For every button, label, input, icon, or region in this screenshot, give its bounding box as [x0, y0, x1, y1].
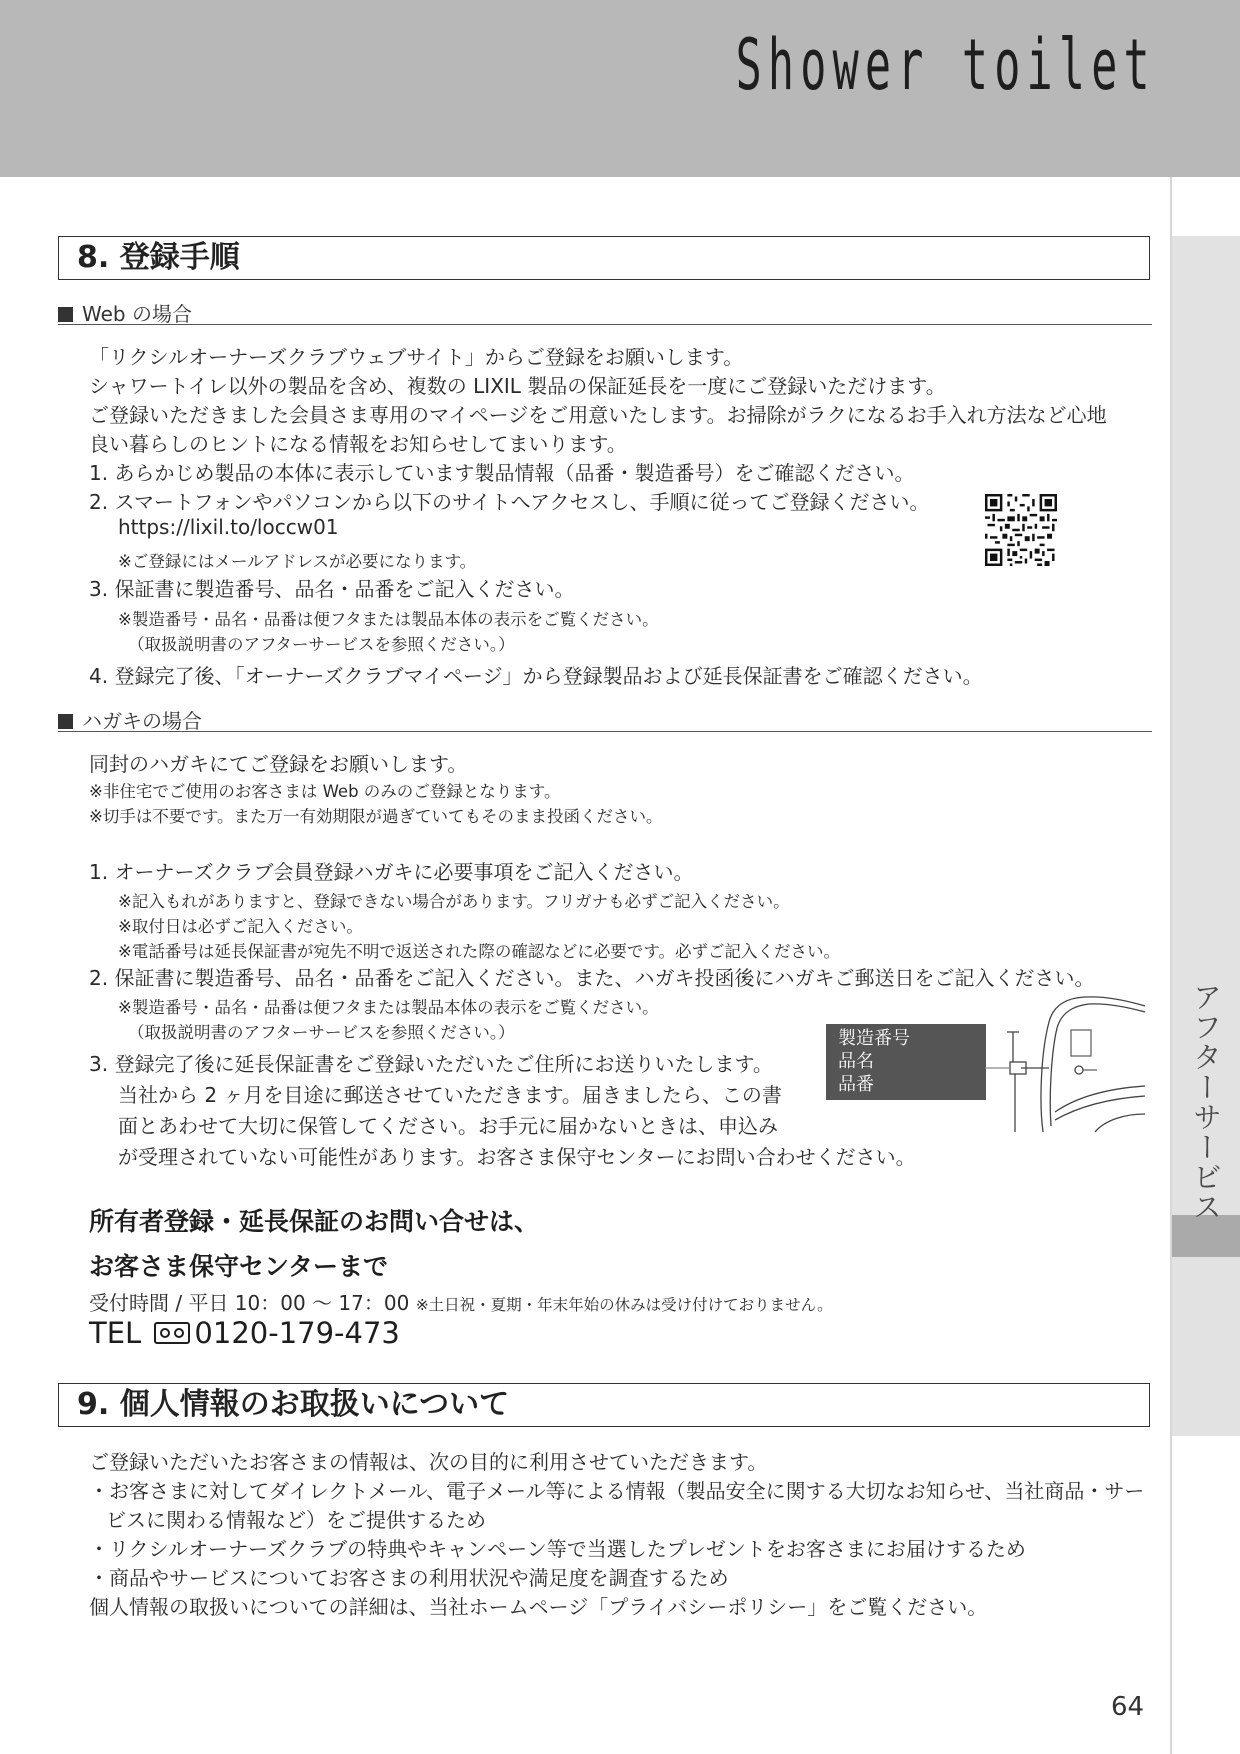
- contact-tel: [89, 1316, 400, 1350]
- contact-hours-note: ※土日祝・夏期・年末年始の休みは受け付けておりません。: [415, 1296, 833, 1314]
- web-note-3a: ※製造番号・品名・品番は便フタまたは製品本体の表示をご覧ください。: [118, 610, 659, 629]
- postcard-step-3-line-3: 面とあわせて大切に保管してください。お手元に届かないときは、申込み: [118, 1114, 778, 1138]
- section-9-title: 9. 個人情報のお取扱いについて: [58, 1383, 1150, 1427]
- label-product-name: 品名: [838, 1051, 874, 1072]
- web-intro-line-1: 「リクシルオーナーズクラブウェブサイト」からご登録をお願いします。: [89, 345, 744, 369]
- web-subheading-label: Web の場合: [82, 302, 192, 326]
- web-intro-line-3: ご登録いただきました会員さま専用のマイページをご用意いたします。お掃除がラクになるお手入れ方法など心地: [89, 403, 1107, 427]
- product-label-callout: [826, 1024, 986, 1100]
- privacy-line-4: ・リクシルオーナーズクラブの特典やキャンペーン等で当選したプレゼントをお客さまにお届けするため: [89, 1537, 1026, 1561]
- page-number: 64: [1111, 1692, 1145, 1722]
- postcard-step-1: 1. オーナーズクラブ会員登録ハガキに必要事項をご記入ください。: [89, 860, 694, 884]
- postcard-step-3-line-2: 当社から 2 ヶ月を目途に郵送させていただきます。届きましたら、この書: [118, 1083, 782, 1107]
- privacy-line-6: 個人情報の取扱いについての詳細は、当社ホームページ「プライバシーポリシー」をご覧ください。: [89, 1595, 988, 1619]
- web-step-4: 4. 登録完了後、「オーナーズクラブマイページ」から登録製品および延長保証書をご確認ください。: [89, 664, 983, 688]
- section-8-title: 8. 登録手順: [58, 236, 1150, 280]
- web-step-2: 2. スマートフォンやパソコンから以下のサイトへアクセスし、手順に従ってご登録ください。: [89, 490, 930, 514]
- web-subheading: [58, 298, 1152, 325]
- privacy-line-5: ・商品やサービスについてお客さまの利用状況や満足度を調査するため: [89, 1566, 729, 1590]
- toilet-illustration-icon: [985, 992, 1145, 1136]
- postcard-subheading-label: ハガキの場合: [82, 709, 202, 733]
- web-note-email: ※ご登録にはメールアドレスが必要になります。: [118, 552, 477, 571]
- contact-hours: [89, 1287, 833, 1316]
- page-header: [0, 0, 1240, 177]
- qr-code-icon[interactable]: [985, 494, 1057, 566]
- privacy-line-3: ビスに関わる情報など）をご提供するため: [106, 1508, 486, 1532]
- tel-number[interactable]: 0120-179-473: [194, 1316, 400, 1350]
- postcard-note-2b: （取扱説明書のアフターサービスを参照ください。）: [128, 1023, 515, 1042]
- postcard-note-1a: ※記入もれがありますと、登録できない場合があります。フリガナも必ずご記入ください。: [118, 892, 790, 911]
- brand-logo: Shower toilet: [735, 24, 1156, 106]
- postcard-step-3-line-4: が受理されていない可能性があります。お客さま保守センターにお問い合わせください。: [118, 1145, 916, 1169]
- tel-label: TEL: [89, 1316, 142, 1350]
- contact-heading-line-2: お客さま保守センターまで: [89, 1252, 389, 1281]
- web-step-3: 3. 保証書に製造番号、品名・品番をご記入ください。: [89, 577, 575, 601]
- postcard-step-3-line-1: 3. 登録完了後に延長保証書をご登録いただいたご住所にお送りいたします。: [89, 1052, 773, 1076]
- web-step-1: 1. あらかじめ製品の本体に表示しています製品情報（品番・製造番号）をご確認ください。: [89, 461, 915, 485]
- web-intro-line-2: シャワートイレ以外の製品を含め、複数の LIXIL 製品の保証延長を一度にご登録いただけます。: [89, 374, 946, 398]
- square-bullet-icon: [58, 714, 73, 729]
- contact-heading-line-1: 所有者登録・延長保証のお問い合せは、: [89, 1207, 540, 1236]
- postcard-step-2: 2. 保証書に製造番号、品名・品番をご記入ください。また、ハガキ投函後にハガキご郵送日をご記入ください。: [89, 966, 1095, 990]
- postcard-note-b: ※切手は不要です。また万一有効期限が過ぎていてもそのまま投函ください。: [89, 807, 663, 826]
- contact-hours-text: 受付時間 / 平日 10：00 ～ 17：00: [89, 1291, 410, 1315]
- free-dial-icon: [154, 1322, 190, 1344]
- postcard-subheading: [58, 705, 1152, 732]
- privacy-line-1: ご登録いただいたお客さまの情報は、次の目的に利用させていただきます。: [89, 1450, 768, 1474]
- web-note-3b: （取扱説明書のアフターサービスを参照ください。）: [128, 635, 515, 654]
- side-tab-label: アフターサービス: [1189, 982, 1223, 1222]
- registration-url[interactable]: https://lixil.to/loccw01: [118, 515, 339, 539]
- label-product-number: 品番: [838, 1074, 874, 1095]
- postcard-note-2a: ※製造番号・品名・品番は便フタまたは製品本体の表示をご覧ください。: [118, 998, 659, 1017]
- postcard-note-1c: ※電話番号は延長保証書が宛先不明で返送された際の確認などに必要です。必ずご記入ください。: [118, 942, 841, 961]
- postcard-intro: 同封のハガキにてご登録をお願いします。: [89, 752, 468, 776]
- privacy-line-2: ・お客さまに対してダイレクトメール、電子メール等による情報（製品安全に関する大切なお知らせ、当社商品・サー: [89, 1479, 1145, 1503]
- square-bullet-icon: [58, 307, 73, 322]
- label-serial-number: 製造番号: [838, 1028, 910, 1049]
- postcard-note-a: ※非住宅でご使用のお客さまは Web のみのご登録となります。: [89, 782, 561, 801]
- web-intro-line-4: 良い暮らしのヒントになる情報をお知らせしてまいります。: [89, 432, 627, 456]
- postcard-note-1b: ※取付日は必ずご記入ください。: [118, 917, 363, 936]
